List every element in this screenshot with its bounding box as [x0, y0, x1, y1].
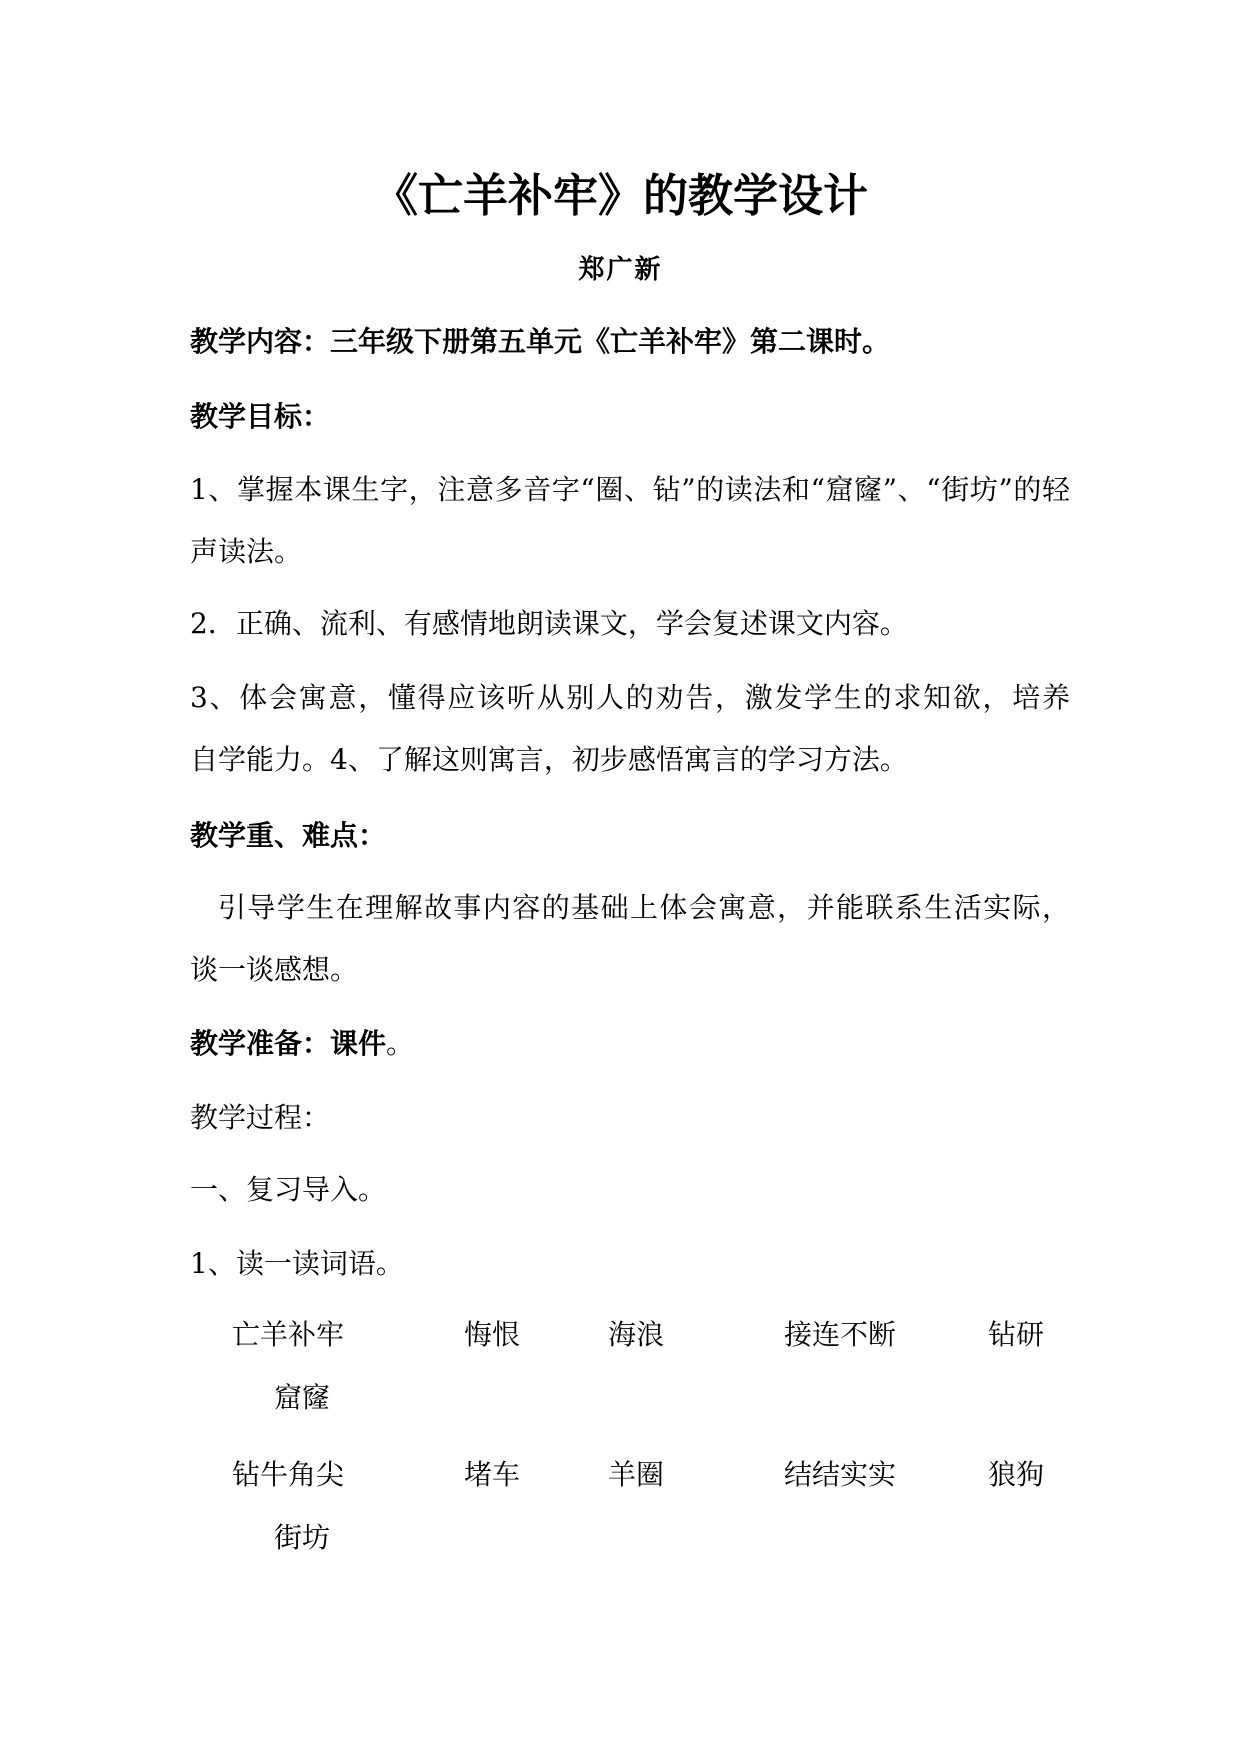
key-points-line-1: 引导学生在理解故事内容的基础上体会寓意，并能联系生活实际， [218, 891, 1070, 924]
document-title: 《亡羊补牢》的教学设计 [372, 169, 868, 222]
teaching-goals-heading: 教学目标： [190, 400, 331, 433]
author-name: 郑广新 [578, 255, 663, 285]
teaching-content-text: 三年级下册第五单元《亡羊补牢》第二课时。 [330, 325, 891, 358]
vocab-word: 悔恨 [464, 1318, 521, 1351]
goal-3-line-2: 自学能力。4、了解这则寓言，初步感悟寓言的学习方法。 [190, 743, 908, 776]
goal-1-line-1: 1、掌握本课生字，注意多音字“圈、钻”的读法和“窟窿”、“街坊”的轻 [190, 473, 1070, 506]
teaching-prep-label: 教学准备：课件 [190, 1027, 387, 1060]
vocab-word: 街坊 [274, 1521, 331, 1554]
vocab-word: 窟窿 [274, 1381, 331, 1414]
vocab-word: 海浪 [608, 1318, 665, 1351]
goal-2: 2．正确、流利、有感情地朗读课文，学会复述课文内容。 [190, 607, 908, 640]
vocab-word: 结结实实 [784, 1458, 897, 1491]
key-points-line-2: 谈一谈感想。 [190, 953, 359, 986]
step-1: 1、读一读词语。 [190, 1247, 404, 1280]
vocab-word: 堵车 [464, 1458, 521, 1491]
vocab-word: 羊圈 [608, 1458, 665, 1491]
key-points-heading: 教学重、难点： [190, 819, 387, 852]
teaching-content [190, 322, 1070, 362]
vocab-word: 狼狗 [988, 1458, 1045, 1491]
goal-1-line-2: 声读法。 [190, 535, 303, 568]
vocab-word: 亡羊补牢 [232, 1318, 345, 1351]
vocab-word: 钻牛角尖 [232, 1458, 345, 1491]
teaching-prep [190, 1024, 1070, 1064]
goal-3-line-1: 3、体会寓意，懂得应该听从别人的劝告，激发学生的求知欲，培养 [190, 681, 1070, 714]
teaching-process-heading: 教学过程： [190, 1101, 331, 1134]
teaching-content-label: 教学内容： [190, 325, 331, 358]
vocab-word: 钻研 [988, 1318, 1045, 1351]
section-1-title: 一、复习导入。 [190, 1173, 387, 1206]
vocab-word: 接连不断 [784, 1318, 897, 1351]
teaching-prep-end: 。 [386, 1027, 415, 1060]
